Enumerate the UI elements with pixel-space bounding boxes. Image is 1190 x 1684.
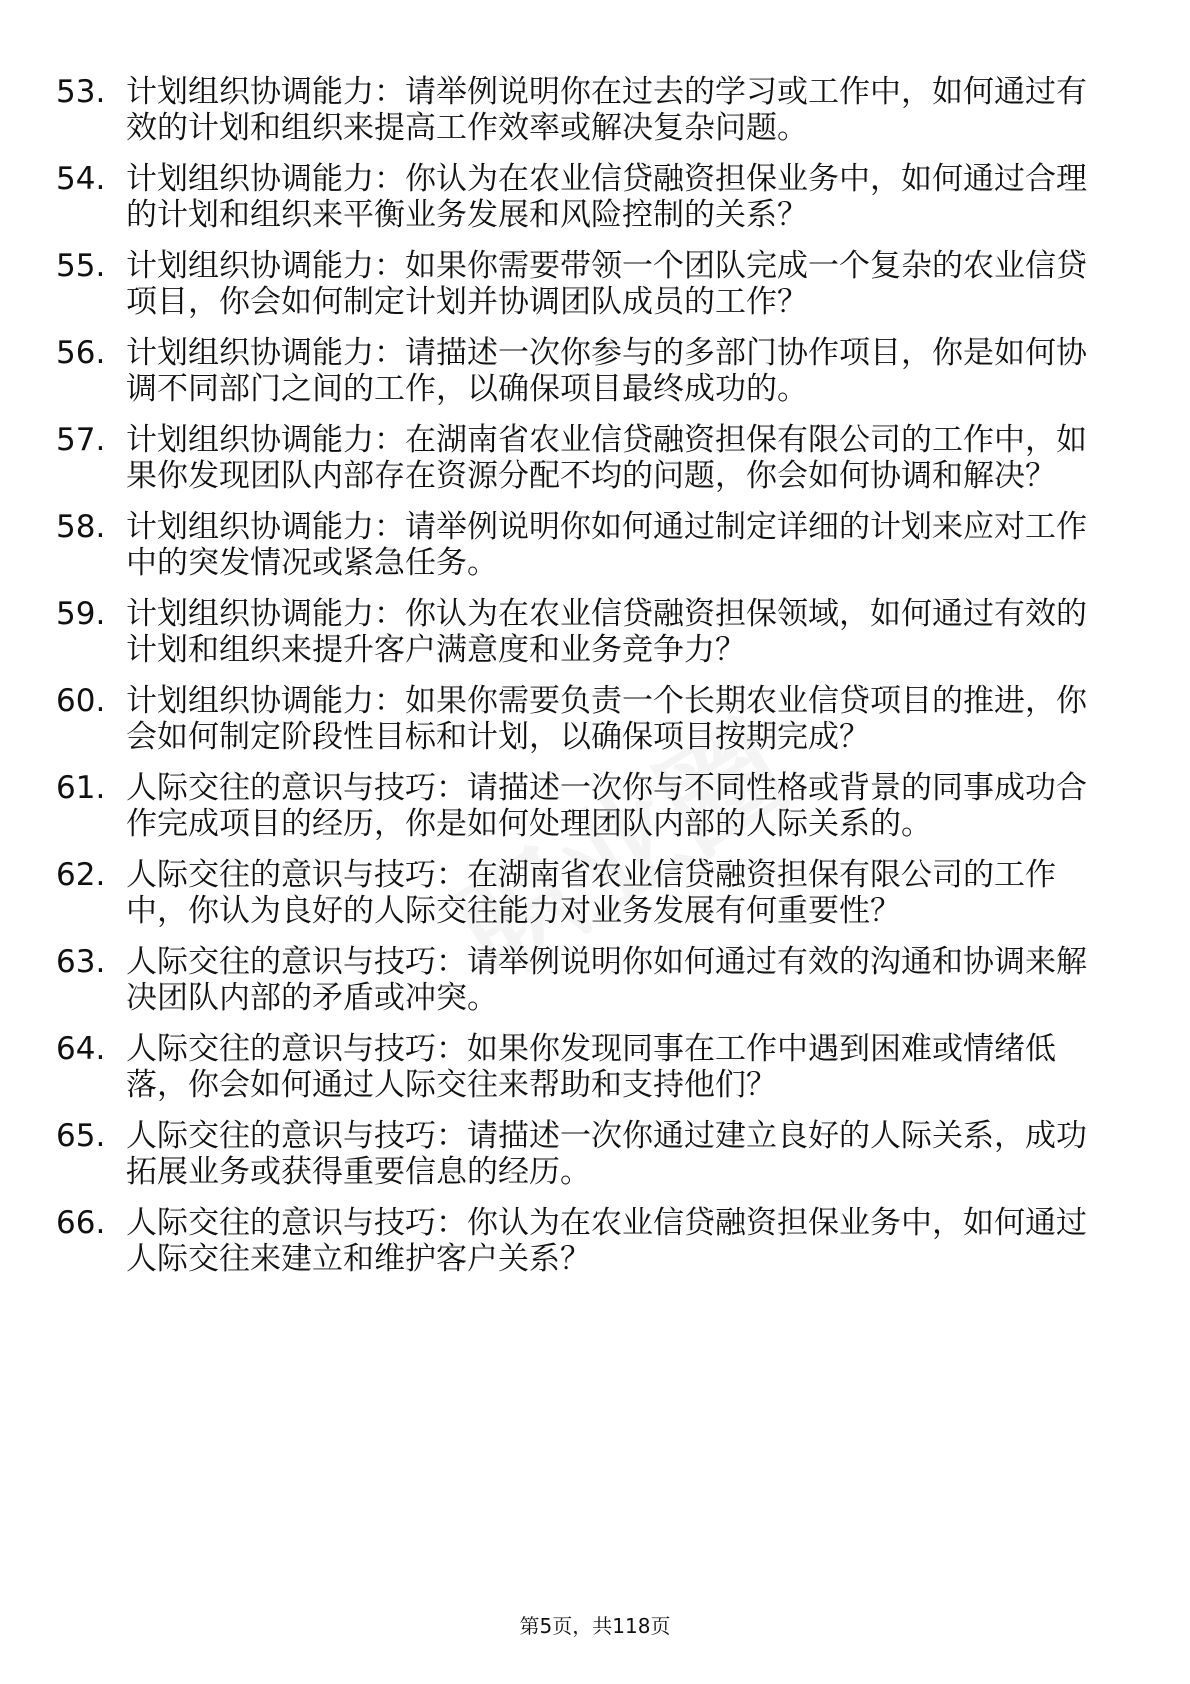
question-item: [56, 248, 1116, 320]
question-number: 66.: [56, 1205, 106, 1241]
question-item: [56, 509, 1116, 581]
question-item: [56, 335, 1116, 407]
question-item: [56, 422, 1116, 494]
question-text: 计划组织协调能力：如果你需要带领一个团队完成一个复杂的农业信贷项目，你会如何制定计划并协调团队成员的工作？: [126, 248, 1087, 320]
question-number: 65.: [56, 1118, 106, 1154]
question-number: 53.: [56, 74, 106, 110]
question-number: 58.: [56, 509, 106, 545]
question-item: [56, 944, 1116, 1016]
question-text: 计划组织协调能力：你认为在农业信贷融资担保业务中，如何通过合理的计划和组织来平衡业务发展和风险控制的关系？: [126, 161, 1087, 233]
question-text: 人际交往的意识与技巧：在湖南省农业信贷融资担保有限公司的工作中，你认为良好的人际交往能力对业务发展有何重要性？: [126, 857, 1056, 929]
question-text: 计划组织协调能力：请描述一次你参与的多部门协作项目，你是如何协调不同部门之间的工作，以确保项目最终成功的。: [126, 335, 1087, 407]
question-item: [56, 1205, 1116, 1277]
question-item: [56, 161, 1116, 233]
page-footer: 第5页，共118页: [519, 1614, 671, 1638]
question-number: 63.: [56, 944, 106, 980]
question-item: [56, 683, 1116, 755]
question-item: [56, 770, 1116, 842]
question-text: 人际交往的意识与技巧：你认为在农业信贷融资担保业务中，如何通过人际交往来建立和维护客户关系？: [126, 1205, 1087, 1277]
question-item: [56, 74, 1116, 146]
question-number: 64.: [56, 1031, 106, 1067]
question-text: 人际交往的意识与技巧：如果你发现同事在工作中遇到困难或情绪低落，你会如何通过人际交往来帮助和支持他们？: [126, 1031, 1056, 1103]
question-list: [56, 74, 1116, 1292]
question-text: 计划组织协调能力：如果你需要负责一个长期农业信贷项目的推进，你会如何制定阶段性目标和计划，以确保项目按期完成？: [126, 683, 1087, 755]
question-text: 计划组织协调能力：请举例说明你在过去的学习或工作中，如何通过有效的计划和组织来提高工作效率或解决复杂问题。: [126, 74, 1087, 146]
question-item: [56, 1118, 1116, 1190]
question-item: [56, 1031, 1116, 1103]
question-number: 56.: [56, 335, 106, 371]
question-number: 57.: [56, 422, 106, 458]
question-text: 计划组织协调能力：在湖南省农业信贷融资担保有限公司的工作中，如果你发现团队内部存在资源分配不均的问题，你会如何协调和解决？: [126, 422, 1087, 494]
question-number: 61.: [56, 770, 106, 806]
question-text: 计划组织协调能力：请举例说明你如何通过制定详细的计划来应对工作中的突发情况或紧急任务。: [126, 509, 1087, 581]
question-number: 62.: [56, 857, 106, 893]
question-number: 55.: [56, 248, 106, 284]
question-text: 人际交往的意识与技巧：请描述一次你与不同性格或背景的同事成功合作完成项目的经历，你是如何处理团队内部的人际关系的。: [126, 770, 1087, 842]
question-text: 计划组织协调能力：你认为在农业信贷融资担保领域，如何通过有效的计划和组织来提升客户满意度和业务竞争力？: [126, 596, 1087, 668]
question-number: 54.: [56, 161, 106, 197]
question-number: 60.: [56, 683, 106, 719]
question-item: [56, 596, 1116, 668]
question-text: 人际交往的意识与技巧：请描述一次你通过建立良好的人际关系，成功拓展业务或获得重要信息的经历。: [126, 1118, 1087, 1190]
question-item: [56, 857, 1116, 929]
question-number: 59.: [56, 596, 106, 632]
question-text: 人际交往的意识与技巧：请举例说明你如何通过有效的沟通和协调来解决团队内部的矛盾或冲突。: [126, 944, 1087, 1016]
